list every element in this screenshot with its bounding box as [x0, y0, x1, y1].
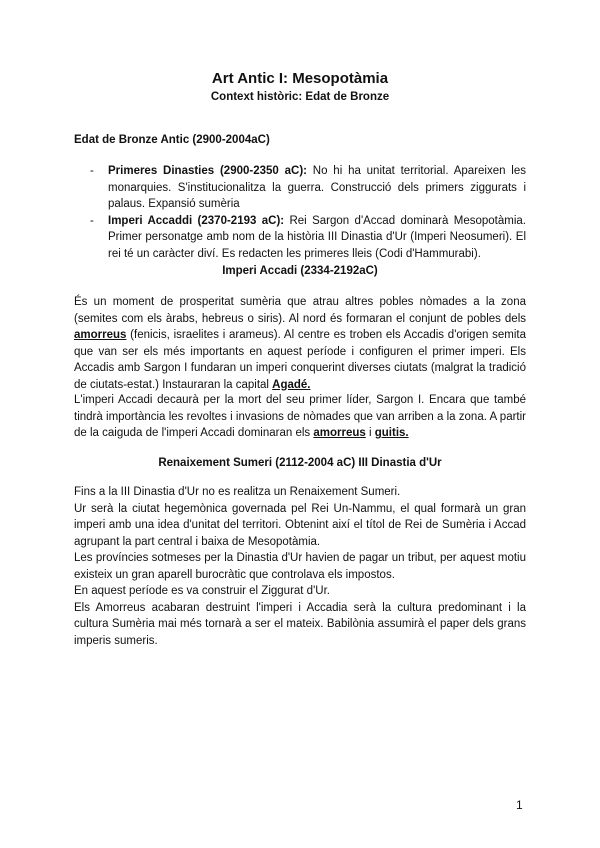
text-line: Els Amorreus acabaran destruint l'imperi i Accadia serà la cultura predominant i la cultura Sumèria mai més tornarà a ser el mateix. Babilònia assumirà el paper dels grans imperis sumeris. [74, 601, 526, 647]
list-item-label: Imperi Accaddi (2370-2193 aC): [108, 214, 285, 227]
list-dash: - [90, 165, 94, 177]
term-amorreus: amorreus [74, 329, 127, 341]
page-number: 1 [516, 798, 523, 812]
text-line: En aquest període es va construir el Ziggurat d'Ur. [74, 585, 330, 597]
term-guitis: guitis. [374, 427, 409, 439]
period-list [90, 163, 526, 262]
list-item-label: Primeres Dinasties (2900-2350 aC): [108, 165, 307, 177]
list-item [90, 213, 526, 263]
list-item-text: No hi ha unitat territorial. Apareixen les monarquies. S'institucionalitza la guerra. Construcció dels primers ziggurats i palaus. Expansió sumèria [108, 165, 526, 210]
paragraph-akkadian-1: És un moment de prosperitat sumèria que atrau altres pobles nòmades a la zona (semites com els àrabs, hebreus o siris). Al nord és formaran el conjunt de pobles dels amorreus (fenicis, israelites i arameus). Al centre es troben els Accadis d'origen semita que van ser els més importants en aquest període i configuren el primer imperi. Els Accadis amb Sargon I fundaran un imperi conquerint diverses ciutats (malgrat la tradició de ciutats-estat.) Instauraran la capital Agadé. [74, 296, 526, 391]
document-subtitle: Context històric: Edat de Bronze [210, 91, 390, 103]
paragraph-sumerian [74, 484, 526, 649]
text-line: Ur serà la ciutat hegemònica governada pel Rei Un-Nammu, el qual formarà un gran imperi amb una idea d'unitat del territori. Obtenint així el títol de Rei de Sumèria i Accad agrupant la part central i baixa de Mesopotàmia. [74, 502, 526, 548]
text-line: Les províncies sotmeses per la Dinastia d'Ur havien de pagar un tribut, per aquest motiu existeix un gran aparell burocràtic que controlava els impostos. [74, 552, 526, 581]
paragraph-akkadian-2: L'imperi Accadi decaurà per la mort del seu primer líder, Sargon I. Encara que també tindrà importància les revoltes i invasions de nòmades que van arriben a la zona. A partir de la caiguda de l'imperi Accadi dominaran els amorreus i guitis. [74, 394, 526, 439]
list-item [90, 163, 526, 213]
section-heading-bronze-age: Edat de Bronze Antic (2900-2004aC) [74, 134, 270, 146]
text-line: Fins a la III Dinastia d'Ur no es realitza un Renaixement Sumeri. [74, 486, 401, 498]
section-heading-akkadian-empire: Imperi Accadi (2334-2192aC) [222, 265, 378, 277]
document-title: Art Antic I: Mesopotàmia [211, 70, 389, 87]
list-dash: - [90, 214, 94, 227]
term-amorreus: amorreus [313, 427, 366, 439]
list-item-text: Rei Sargon d'Accad dominarà Mesopotàmia. Primer personatge amb nom de la història III Dinastia d'Ur (Imperi Neosumeri). El rei té un caràcter diví. Es redacten les primeres lleis (Codi d'Hammurabi). [108, 214, 526, 260]
term-agade: Agadé. [272, 378, 311, 391]
section-heading-sumerian-renaissance: Renaixement Sumeri (2112-2004 aC) III Dinastia d'Ur [158, 457, 442, 469]
